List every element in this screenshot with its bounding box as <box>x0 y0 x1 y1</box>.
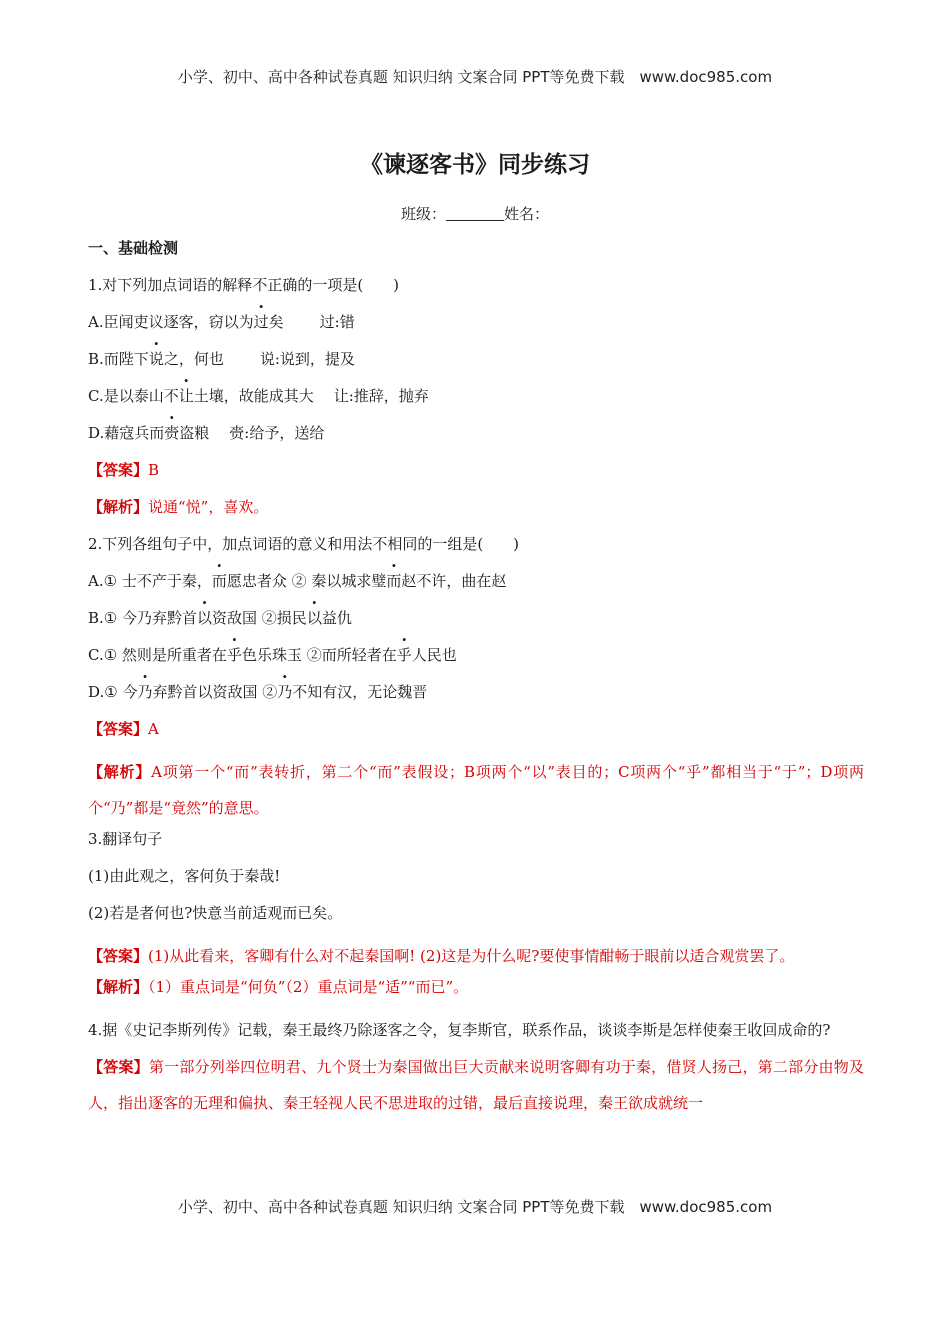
dotted-word: 赍 <box>164 424 180 442</box>
q2-option-b: B.① 今乃弃黔首以资敌国 ②损民以益仇 <box>88 609 352 627</box>
gloss: 说:说到，提及 <box>259 350 355 368</box>
q4-answer: 【答案】第一部分列举四位明君、九个贤士为秦国做出巨大贡献来说明客卿有功于秦，借贤人扬己，第二部分由物及人，指出逐客的无理和偏执、秦王轻视人民不思进取的过错，最后直接说理，秦王欲成就统一 <box>88 1058 864 1112</box>
q2-stem: 2.下列各组句子中，加点词语的意义和用法不相同的一组是( ) <box>88 535 520 553</box>
gloss: 过:错 <box>319 313 355 331</box>
q3-analysis: 【解析】（1）重点词是“何负”（2）重点词是“适”“而已”。 <box>88 978 469 996</box>
q1-option-b: B.而陛下说之，何也 说:说到，提及 <box>88 350 355 368</box>
page-footer: 小学、初中、高中各种试卷真题 知识归纳 文案合同 PPT等免费下载 www.doc985.com <box>177 1198 773 1216</box>
class-name-line <box>0 203 950 224</box>
class-blank <box>446 206 504 221</box>
q1-answer: 【答案】B <box>88 461 160 479</box>
dotted-word: 说 <box>148 350 164 368</box>
q2-option-a: A.① 士不产于秦，而愿忠者众 ② 秦以城求璧而赵不许，曲在赵 <box>88 572 507 590</box>
gloss: 赍:给予，送给 <box>229 424 325 442</box>
exercise-content <box>88 236 864 1122</box>
q2-option-c: C.① 然则是所重者在乎色乐珠玉 ②而所轻者在乎人民也 <box>88 646 457 664</box>
q1-stem: 1.对下列加点词语的解释不正确的一项是( ) <box>88 276 400 294</box>
q1-option-c: C.是以泰山不让土壤，故能成其大 让:推辞，抛弃 <box>88 387 429 405</box>
name-label: 姓名： <box>504 205 550 223</box>
gloss: 让:推辞，抛弃 <box>333 387 429 405</box>
q2-answer: 【答案】A <box>88 720 159 738</box>
q2-option-d: D.① 今乃弃黔首以资敌国 ②乃不知有汉，无论魏晋 <box>88 683 428 701</box>
q1-option-a: A.臣闻吏议逐客，窃以为过矣 过:错 <box>88 313 355 331</box>
q1-option-d: D.藉寇兵而赍盗粮 赍:给予，送给 <box>88 424 325 442</box>
page-header: 小学、初中、高中各种试卷真题 知识归纳 文案合同 PPT等免费下载 www.doc985.com <box>177 68 773 86</box>
dotted-word: 过 <box>253 313 269 331</box>
q3-answer: 【答案】(1)从此看来，客卿有什么对不起秦国啊! (2)这是为什么呢?要使事情酣畅于眼前以适合观赏罢了。 <box>88 947 795 965</box>
q4-stem: 4.据《史记李斯列传》记载，秦王最终乃除逐客之令，复李斯官，联系作品，谈谈李斯是怎样使秦王收回成命的? <box>88 1021 831 1039</box>
page-title: 《谏逐客书》同步练习 <box>360 152 590 178</box>
q3-sentence-2: (2)若是者何也?快意当前适观而已矣。 <box>88 904 343 922</box>
q3-sentence-1: (1)由此观之，客何负于秦哉! <box>88 867 281 885</box>
q3-stem: 3.翻译句子 <box>88 830 163 848</box>
dotted-word: 让 <box>178 387 194 405</box>
class-label: 班级： <box>400 205 446 223</box>
q2-analysis: 【解析】A项第一个“而”表转折，第二个“而”表假设；B项两个“以”表目的；C项两个“乎”都相当于“于”；D项两个“乃”都是“竟然”的意思。 <box>88 763 864 817</box>
q1-analysis: 【解析】说通“悦”，喜欢。 <box>88 498 269 516</box>
section-heading: 一、基础检测 <box>88 239 179 257</box>
